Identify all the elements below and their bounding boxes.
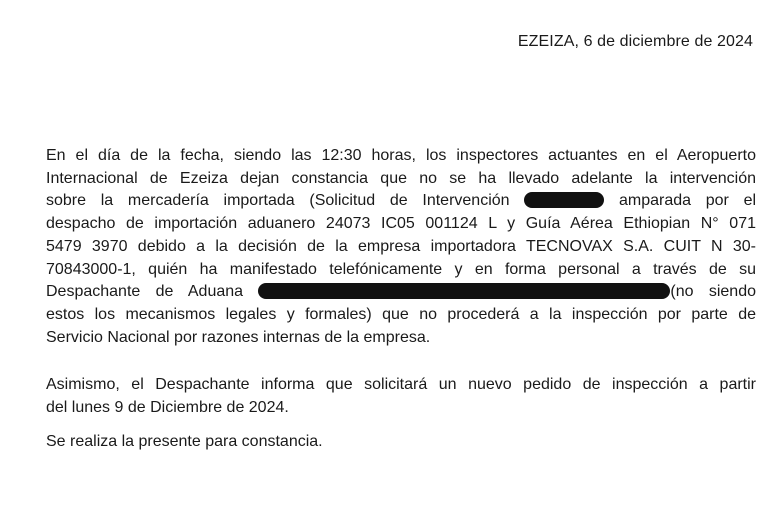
line-text: amparada por el [618,192,757,210]
date-text: 6 de diciembre de 2024 [583,33,753,50]
paragraph-line: Internacional de Ezeiza dejan constancia que no se ha llevado adelante la intervención [46,169,756,187]
line-text: (no siendo [670,283,756,301]
paragraph-line [46,281,756,304]
paragraph-line: Servicio Nacional por razones internas de la empresa. [46,328,431,346]
paragraph-line: En el día de la fecha, siendo las 12:30 horas, los inspectores actuantes en el Aeropuerto [46,147,756,164]
date-separator: , [574,33,584,50]
line-text: sobre la mercadería importada (Solicitud de Intervención [46,192,510,210]
paragraph-line: 5479 3970 debido a la decisión de la empresa importadora TECNOVAX S.A. CUIT N 30- [46,237,756,255]
paragraph-new-request [46,374,756,419]
redaction-mark [258,283,670,299]
paragraph-line [46,190,756,213]
paragraph-inspection-record [46,145,756,349]
paragraph-line: estos los mecanismos legales y formales) que no procederá a la inspección por parte de [46,305,756,323]
paragraph-closing [46,431,756,454]
paragraph-line: Asimismo, el Despachante informa que solicitará un nuevo pedido de inspección a partir [46,376,756,393]
line-text: Despachante de Aduana [46,283,244,301]
place-text: EZEIZA [517,33,575,50]
date-line [518,33,753,51]
paragraph-line: despacho de importación aduanero 24073 IC05 001124 L y Guía Aérea Ethiopian N° 071 [46,215,756,233]
paragraph-line: Se realiza la presente para constancia. [46,433,323,450]
paragraph-line: del lunes 9 de Diciembre de 2024. [46,398,289,416]
paragraph-line: 70843000-1, quién ha manifestado telefónicamente y en forma personal a través de su [46,260,756,278]
redaction-mark [524,192,604,208]
